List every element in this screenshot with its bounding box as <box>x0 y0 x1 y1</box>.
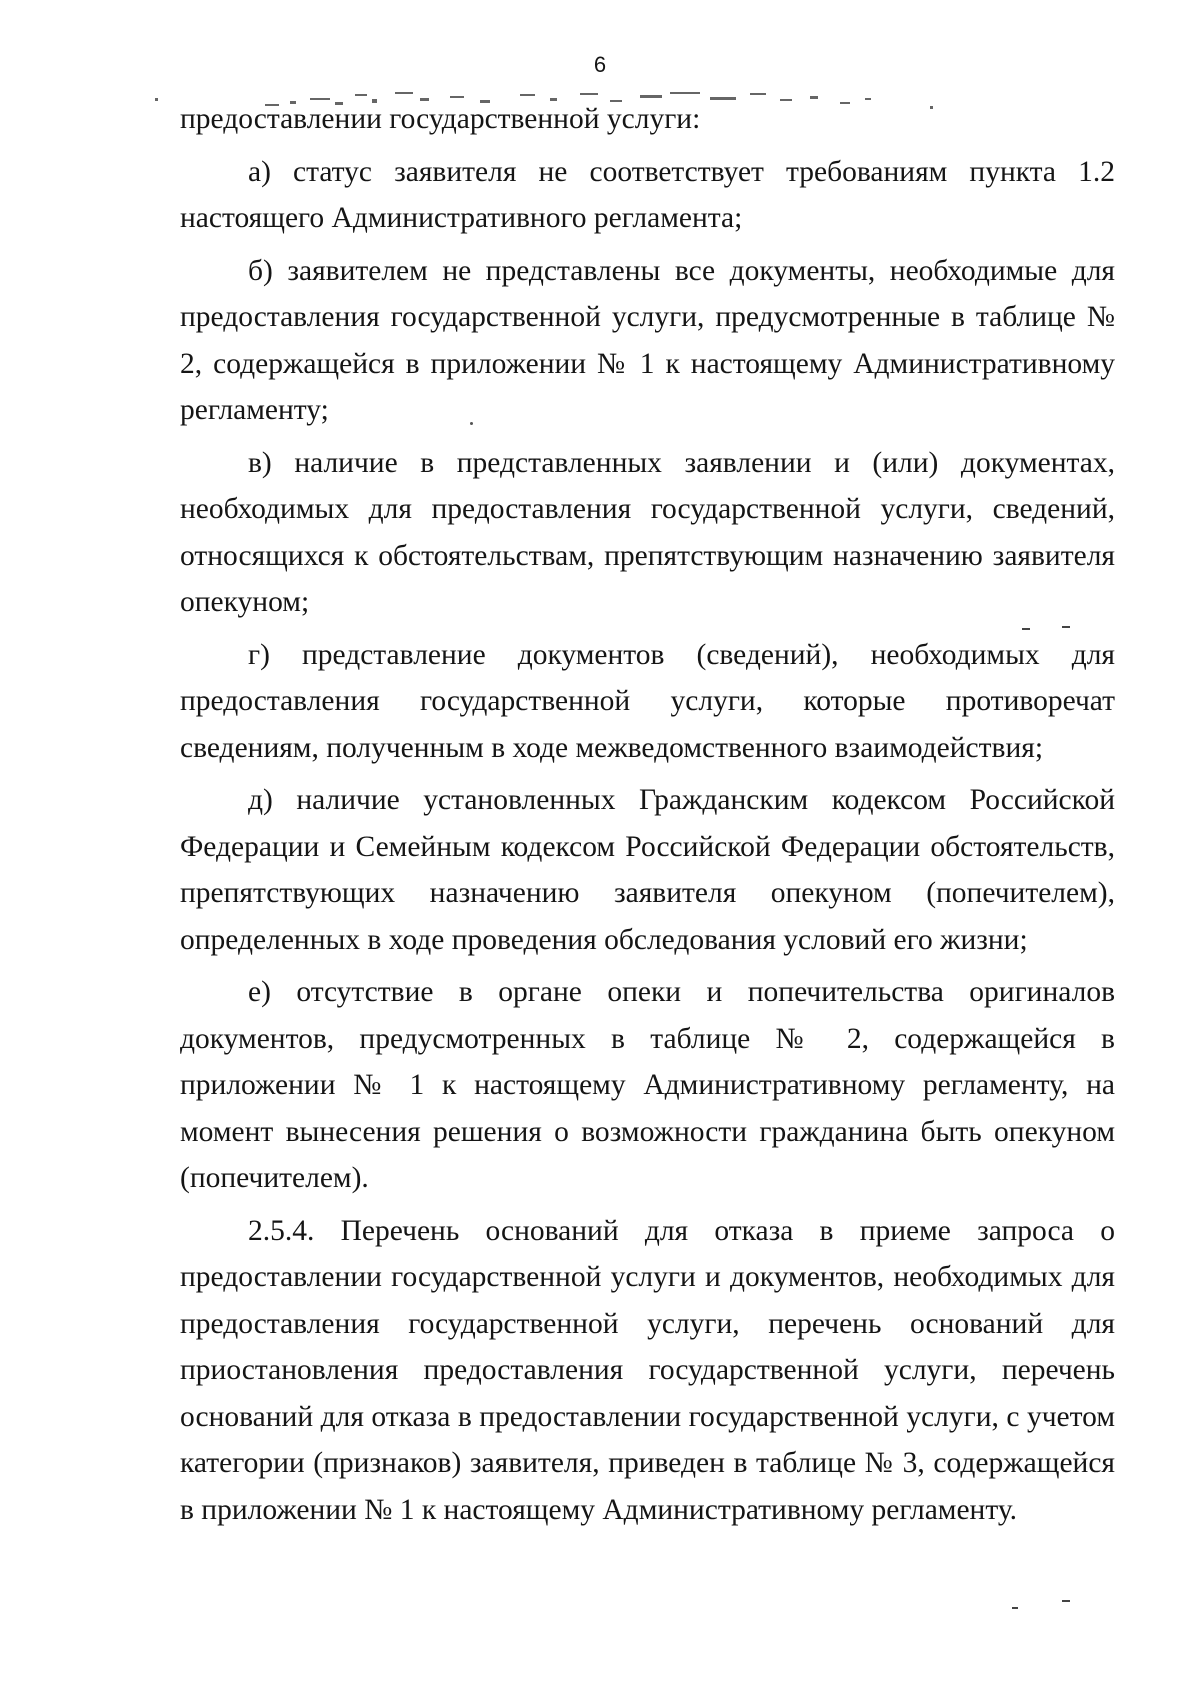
scan-artifact <box>1012 1607 1018 1609</box>
lead-line: предоставлении государственной услуги: <box>180 103 701 135</box>
list-item-g: г) представление документов (сведений), необходимых для предоставления государственной услуги, которые противоречат сведениям, полученным в ходе межведомственного взаимодействия; <box>180 638 1115 764</box>
scan-artifact <box>1062 626 1070 628</box>
scan-artifact <box>1022 628 1030 630</box>
document-body <box>180 96 1115 1539</box>
list-item-a: а) статус заявителя не соответствует требованиям пункта 1.2 настоящего Административного регламента; <box>180 155 1115 234</box>
list-item-v: в) наличие в представленных заявлении и (или) документах, необходимых для предоставления государственной услуги, сведений, относящихся к обстоятельствам, препятствующим назначению заявителя опекуном; <box>180 446 1115 618</box>
list-item-d: д) наличие установленных Гражданским кодексом Российской Федерации и Семейным кодексом Российской Федерации обстоятельств, препятствующих назначению заявителя опекуном (попечителем), определенных в ходе проведения обследования условий его жизни; <box>180 784 1115 956</box>
list-item-b: б) заявителем не представлены все документы, необходимые для предоставления государственной услуги, предусмотренные в таблице № 2, содержащейся в приложении № 1 к настоящему Административному регламенту; <box>180 254 1115 426</box>
list-item-e: е) отсутствие в органе опеки и попечительства оригиналов документов, предусмотренных в таблице № 2, содержащейся в приложении № 1 к настоящему Административному регламенту, на момент вынесения решения о возможности гражданина быть опекуном (попечителем). <box>180 976 1115 1194</box>
section-2-5-4: 2.5.4. Перечень оснований для отказа в приеме запроса о предоставлении государственной услуги и документов, необходимых для предоставления государственной услуги, перечень оснований для приостановления предоставления государственной услуги, перечень оснований для отказа в предоставлении государственной услуги, с учетом категории (признаков) заявителя, приведен в таблице № 3, содержащейся в приложении № 1 к настоящему Административному регламенту. <box>180 1214 1115 1526</box>
scan-artifact <box>1062 1600 1070 1602</box>
page-number: 6 <box>593 52 607 77</box>
scan-artifact <box>470 422 473 425</box>
